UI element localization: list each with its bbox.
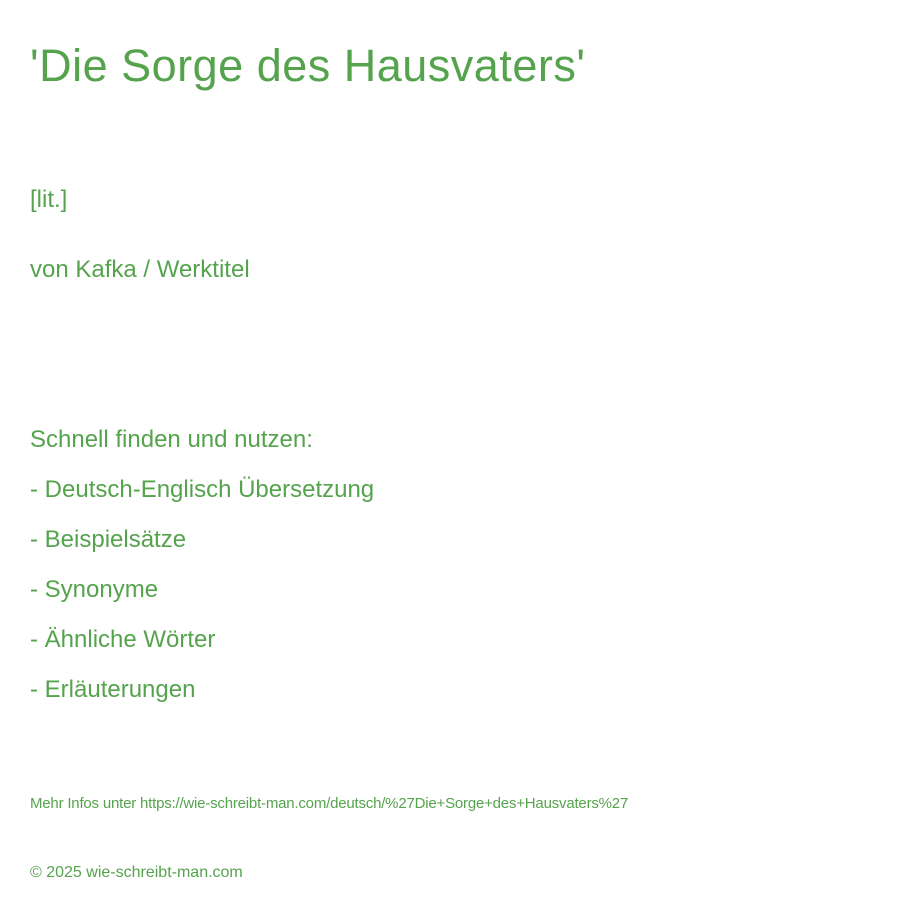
feature-item-synonyms: - Synonyme <box>30 576 159 603</box>
feature-item-similar-words: - Ähnliche Wörter <box>30 626 216 653</box>
literature-tag: [lit.] <box>30 186 68 213</box>
section-heading: Schnell finden und nutzen: <box>30 426 313 453</box>
byline: von Kafka / Werktitel <box>30 256 250 283</box>
copyright: © 2025 wie-schreibt-man.com <box>30 864 243 881</box>
feature-item-examples: - Beispielsätze <box>30 526 187 553</box>
more-info-url-text: Mehr Infos unter https://wie-schreibt-man.com/deutsch/%27Die+Sorge+des+Hausvaters%27 <box>30 795 629 812</box>
page-title: 'Die Sorge des Hausvaters' <box>30 40 586 91</box>
feature-item-explanations: - Erläuterungen <box>30 676 196 703</box>
feature-item-translation: - Deutsch-Englisch Übersetzung <box>30 476 375 503</box>
